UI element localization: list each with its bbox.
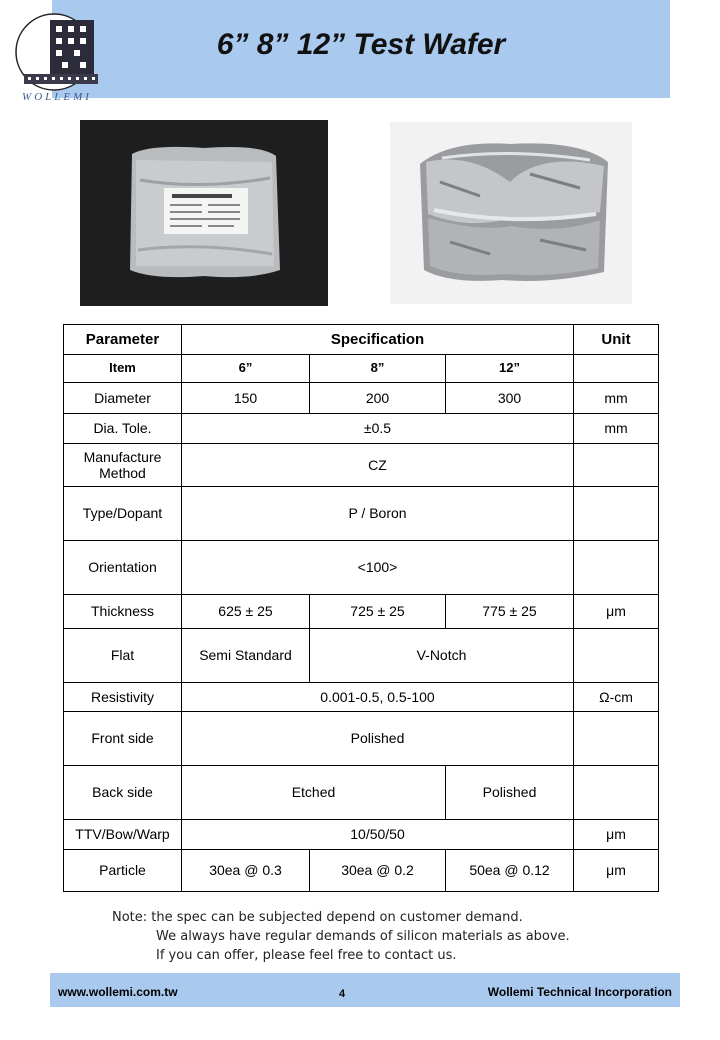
row-label: Orientation	[64, 541, 182, 595]
unit-cell	[574, 766, 659, 820]
row-label: Dia. Tole.	[64, 414, 182, 444]
footer-company: Wollemi Technical Incorporation	[487, 985, 672, 999]
value-cell: Semi Standard	[182, 629, 310, 683]
table-row	[64, 355, 659, 383]
unit-cell	[574, 629, 659, 683]
value-cell: 300	[446, 383, 574, 414]
value-cell: 50ea @ 0.12	[446, 850, 574, 892]
unit-cell	[574, 712, 659, 766]
value-cell: Etched	[182, 766, 446, 820]
value-cell: 150	[182, 383, 310, 414]
row-label: Particle	[64, 850, 182, 892]
unit-cell: Ω-cm	[574, 683, 659, 712]
row-label: Resistivity	[64, 683, 182, 712]
table-row	[64, 683, 659, 712]
value-cell: 10/50/50	[182, 820, 574, 850]
note-line-2: We always have regular demands of silicon materials as above.	[156, 929, 570, 944]
value-cell: <100>	[182, 541, 574, 595]
table-row	[64, 820, 659, 850]
value-cell: Polished	[182, 712, 574, 766]
specification-header: Specification	[182, 325, 574, 355]
row-label: Back side	[64, 766, 182, 820]
unit-cell: mm	[574, 383, 659, 414]
table-row	[64, 712, 659, 766]
row-label: Thickness	[64, 595, 182, 629]
note-block	[112, 908, 570, 965]
row-label: Diameter	[64, 383, 182, 414]
unit-cell: mm	[574, 414, 659, 444]
table-row	[64, 383, 659, 414]
page-title: 6” 8” 12” Test Wafer	[216, 28, 506, 61]
size-6-label: 6”	[182, 355, 310, 383]
unit-cell	[574, 444, 659, 487]
value-cell: CZ	[182, 444, 574, 487]
unit-cell	[574, 541, 659, 595]
size-12-label: 12”	[446, 355, 574, 383]
table-row	[64, 850, 659, 892]
table-row	[64, 541, 659, 595]
row-label: Flat	[64, 629, 182, 683]
unit-header: Unit	[574, 325, 659, 355]
value-cell: 0.001-0.5, 0.5-100	[182, 683, 574, 712]
row-label: Type/Dopant	[64, 487, 182, 541]
page-number: 4	[339, 988, 346, 1000]
table-row	[64, 595, 659, 629]
logo-text: WOLLEMI	[22, 91, 92, 103]
unit-cell: μm	[574, 820, 659, 850]
wafer-bag-photo	[80, 120, 328, 306]
value-cell: 30ea @ 0.2	[310, 850, 446, 892]
row-label: Manufacture Method	[64, 444, 182, 487]
value-cell: 30ea @ 0.3	[182, 850, 310, 892]
unit-cell	[574, 355, 659, 383]
unit-cell	[574, 487, 659, 541]
item-label: Item	[64, 355, 182, 383]
note-line-3: If you can offer, please feel free to contact us.	[156, 948, 457, 963]
parameter-header: Parameter	[64, 325, 182, 355]
table-row	[64, 414, 659, 444]
value-cell: 625 ± 25	[182, 595, 310, 629]
value-cell: ±0.5	[182, 414, 574, 444]
table-row	[64, 629, 659, 683]
value-cell: Polished	[446, 766, 574, 820]
footer-website-link[interactable]: www.wollemi.com.tw	[58, 985, 178, 999]
row-label: TTV/Bow/Warp	[64, 820, 182, 850]
value-cell: 725 ± 25	[310, 595, 446, 629]
spec-table	[63, 324, 659, 892]
unit-cell: μm	[574, 595, 659, 629]
note-line-1: Note: the spec can be subjected depend on customer demand.	[112, 910, 523, 925]
value-cell: 200	[310, 383, 446, 414]
table-row	[64, 444, 659, 487]
table-row	[64, 487, 659, 541]
size-8-label: 8”	[310, 355, 446, 383]
table-row	[64, 766, 659, 820]
value-cell: 775 ± 25	[446, 595, 574, 629]
value-cell: P / Boron	[182, 487, 574, 541]
table-header-row	[64, 325, 659, 355]
value-cell: V-Notch	[310, 629, 574, 683]
row-label: Front side	[64, 712, 182, 766]
unit-cell: μm	[574, 850, 659, 892]
foil-package-photo	[390, 122, 632, 304]
